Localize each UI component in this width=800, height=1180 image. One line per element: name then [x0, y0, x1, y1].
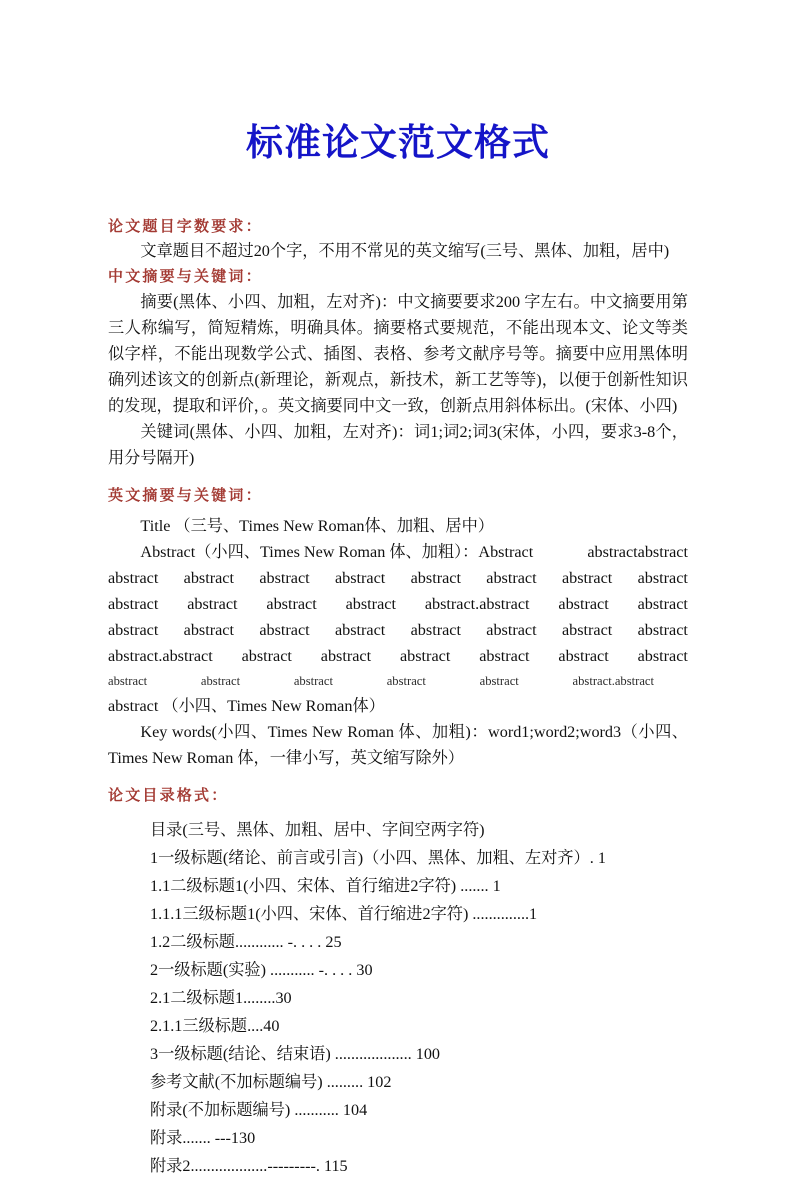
section-heading-title-requirement: 论文题目字数要求： — [108, 218, 263, 235]
abstract-token: abstract — [334, 621, 386, 640]
toc-entry: 2.1.1三级标题....40 — [150, 1016, 280, 1035]
abstract-token: abstract — [637, 647, 688, 666]
english-abstract-spec: （小四、Times New Roman 体、加粗）： — [195, 543, 479, 562]
abstract-token: abstract — [108, 569, 159, 588]
toc-entry: 参考文献(不加标题编号) ......... 102 — [150, 1072, 392, 1091]
abstract-token: abstract — [637, 569, 688, 588]
english-abstract-closing-line: abstract （小四、Times New Roman体） — [108, 697, 385, 716]
english-abstract-filler-line — [108, 591, 688, 617]
toc-entry: 3一级标题(结论、结束语) ................... 100 — [150, 1044, 441, 1063]
abstract-token: abstract — [183, 569, 234, 588]
abstract-token: abstract — [266, 595, 317, 614]
english-abstract-label: Abstract — [140, 543, 196, 562]
english-abstract-filler-line-small — [108, 669, 688, 693]
toc-entry: 2.1二级标题1........30 — [150, 988, 292, 1007]
abstract-token: abstract — [479, 647, 530, 666]
abstract-token: abstract — [183, 621, 234, 640]
section-heading-english-abstract: 英文摘要与关键词： — [108, 487, 263, 504]
english-abstract-lead-line — [108, 539, 688, 565]
section-heading-toc-format: 论文目录格式： — [108, 788, 229, 805]
abstract-token: abstract — [587, 543, 638, 562]
abstract-token: abstract — [486, 621, 537, 640]
toc-list — [108, 816, 688, 1180]
abstract-token: abstract — [558, 595, 609, 614]
toc-entry: 1.2二级标题............ -. . . . 25 — [150, 932, 342, 951]
abstract-token: abstract — [410, 621, 461, 640]
abstract-token: abstract — [293, 674, 333, 689]
abstract-token: abstract — [345, 595, 396, 614]
english-abstract-first-word: Abstract — [478, 543, 534, 562]
abstract-token: abstract — [479, 674, 519, 689]
toc-entry: 1.1二级标题1(小四、宋体、首行缩进2字符) ....... 1 — [150, 876, 501, 895]
paragraph-chinese-keywords: 关键词(黑体、小四、加粗，左对齐)：词1;词2;词3(宋体，小四，要求3-8个，用分号隔开) — [108, 422, 688, 467]
abstract-token: abstract — [108, 621, 159, 640]
abstract-token: abstract — [561, 621, 613, 640]
english-abstract-filler-line — [108, 643, 688, 669]
english-abstract-lead-head — [108, 539, 533, 565]
abstract-token: abstract — [410, 569, 461, 588]
abstract-token: abstract — [108, 674, 148, 689]
english-title-line: Title （三号、Times New Roman体、加粗、居中） — [140, 517, 494, 536]
abstract-token: abstract — [334, 569, 386, 588]
abstract-token: abstract — [637, 595, 688, 614]
abstract-token: abstract — [386, 674, 426, 689]
abstract-token: abstract — [486, 569, 537, 588]
abstract-token: abstract — [561, 569, 613, 588]
abstract-token: abstract — [259, 621, 310, 640]
toc-entry: 1一级标题(绪论、前言或引言)（小四、黑体、加粗、左对齐）. 1 — [150, 848, 606, 867]
paragraph-chinese-abstract: 摘要(黑体、小四、加粗，左对齐)：中文摘要要求200 字左右。中文摘要用第三人称编写，简短精炼，明确具体。摘要格式要规范，不能出现本文、论文等类似字样，不能出现数学公式、插图、表格、参考文献序号等。摘要中应用黑体明确列述该文的创新点(新理论，新观点，新技术，新工艺等等)，以便于创新性知识的发现，提取和评价，。英文摘要同中文一致，创新点用斜体标出。(宋体、小四) — [108, 292, 688, 415]
abstract-token: abstract — [637, 621, 688, 640]
abstract-token: abstract — [241, 647, 292, 666]
toc-entry: 目录(三号、黑体、加粗、居中、字间空两字符) — [150, 820, 485, 839]
page-title: 标准论文范文格式 — [246, 123, 550, 164]
english-abstract-filler-line — [108, 565, 688, 591]
abstract-token: abstract.abstract — [572, 674, 654, 689]
english-abstract-filler-line — [108, 617, 688, 643]
toc-entry: 2一级标题(实验) ........... -. . . . 30 — [150, 960, 373, 979]
abstract-token: abstract — [108, 595, 159, 614]
toc-entry: 附录(不加标题编号) ........... 104 — [150, 1100, 368, 1119]
abstract-token: abstract — [187, 595, 238, 614]
abstract-token: abstract — [558, 647, 609, 666]
abstract-token: abstract — [637, 543, 688, 562]
paragraph-title-requirement: 文章题目不超过20个字，不用不常见的英文缩写(三号、黑体、加粗，居中) — [140, 242, 670, 261]
toc-entry: 附录....... ---130 — [150, 1128, 256, 1147]
abstract-token: abstract.abstract — [424, 595, 530, 614]
abstract-token: abstract — [200, 674, 241, 689]
toc-entry: 1.1.1三级标题1(小四、宋体、首行缩进2字符) ..............1 — [150, 904, 538, 923]
abstract-token: abstract.abstract — [108, 647, 213, 666]
toc-entry: 附录2...................---------. 115 — [150, 1156, 348, 1175]
section-heading-chinese-abstract: 中文摘要与关键词： — [108, 269, 263, 286]
abstract-token: abstract — [320, 647, 372, 666]
abstract-token: abstract — [259, 569, 310, 588]
abstract-token: abstract — [399, 647, 451, 666]
english-keywords-line: Key words(小四、Times New Roman 体、加粗)：word1;word2;word3（小四、Times New Roman 体，一律小写，英文缩写除外） — [108, 723, 688, 768]
